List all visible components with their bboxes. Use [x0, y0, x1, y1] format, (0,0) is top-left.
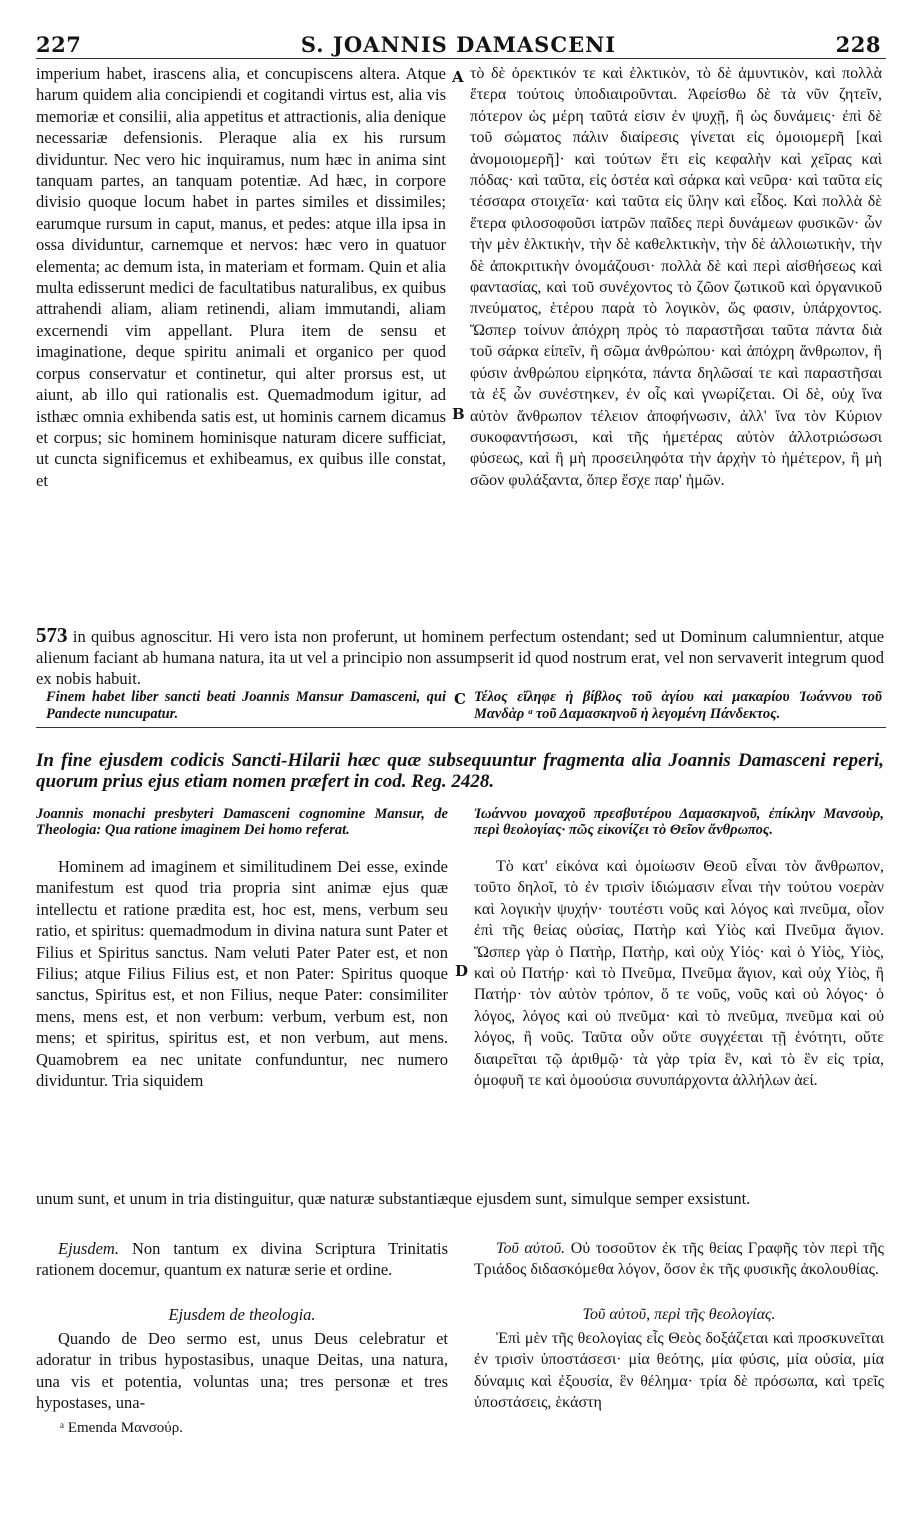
- section-rule: [36, 727, 886, 728]
- ejusdem-latin-text: Non tantum ex divina Scriptura Trinitatis rationem docemur, quantum ex naturæ serie et ordine.: [36, 1239, 448, 1280]
- column-number: 573: [36, 623, 68, 647]
- ejusdem-latin: [36, 1238, 448, 1281]
- theology-latin-head: Ejusdem de theologia.: [168, 1305, 316, 1324]
- ejusdem-greek-label: Τοῦ αὐτοῦ.: [496, 1240, 566, 1257]
- top-greek-column: [470, 63, 882, 491]
- top-greek-text: τὸ δὲ ὀρεκτικόν τε καὶ ἑλκτικὸν, τὸ δὲ ἀμυντικὸν, καὶ πολλὰ ἕτερα τούτοις ὑποδιαιροῦνται. Ἀφείσθω δὲ τὰ νῦν ζητεῖν, πότερον ὡς μέρη ταῦτά εἰσιν ἐν ψυχῇ, ἢ ὡς δυνάμεις· ἐπὶ δὲ τοῦ σώματος πάλιν διαίρεσις γίνεται εἰς ὁμοιομερῆ [καὶ ἀνομοιομερῆ]· καὶ τούτων ἔτι εἰς κεφαλὴν καὶ χεῖρας καὶ πόδας· καὶ ταῦτα, εἰς ὀστέα καὶ σάρκα καὶ νεῦρα· καὶ ταῦτα εἰς τέσσαρα στοιχεῖα· καὶ ταῦτα εἰς ὕλην καὶ εἶδος. Καὶ πολλὰ δὲ ἕτερα φιλοσοφοῦσι ἰατρῶν παῖδες περὶ δυνάμεων φυσικῶν· ὧν τὴν μὲν ἑλκτικὴν, τὴν δὲ καθελκτικὴν, τὴν δὲ ἀλλοιωτικὴν, τὴν δὲ ἀποκριτικὴν ὀνομάζουσι· πολλὰ δὲ καὶ περὶ αἰσθήσεως καὶ φαντασίας, καὶ τοῦ συνέχοντος τὸ ζῶον ζωτικοῦ καὶ ὀργανικοῦ πνεύματος, ἑτέρου παρὰ τὸ λογικὸν, ὥς φασιν, ὑπάρχοντος. Ὥσπερ τοίνυν ἀπόχρη πρὸς τὸ παραστῆσαι ταῦτα πάντα διὰ τοῦ σάρκα εἰπεῖν, ἢ σῶμα ἀνθρώπου· καὶ ἀπόχρη ἄνθρωπον, ἢ φύσιν ἀνθρώπου εἰρηκότα, πάντα δηλῶσαί τε καὶ παραστῆσαι τὰ ἐξ ὧν συνέστηκεν, ἐν οἷς καὶ γνωρίζεται. Οἱ δὲ, οὐχ ἵνα αὐτὸν ἄνθρωπον τέλειον ἀποφήνωσιν, ἀλλ' ἵνα τὸν Κύριον συκοφαντήσωσι, καὶ τῆς ἡμετέρας αὐτὸν ἀλλοτριώσωσι φύσεως, καὶ ἢ μὴ προσειληφότα τὴν ἀρχὴν τὸ ἡμέτερον, ἢ μὴ σῶον φυλάξαντα, ὅπερ ἔσχε παρ' ἡμῶν.: [470, 65, 882, 489]
- finis-latin: Finem habet liber sancti beati Joannis Mansur Damasceni, qui Pandecte nuncupatur.: [46, 689, 446, 722]
- subhead-greek: Ἰωάννου μοναχοῦ πρεσβυτέρου Δαμασκηνοῦ, ἐπίκλην Μανσοὺρ, περὶ θεολογίας· πῶς εἰκονίζει τὸ Θεῖον ἄνθρωπος.: [474, 806, 884, 838]
- margin-letter-a: A: [452, 68, 464, 86]
- ejusdem-latin-label: Ejusdem.: [58, 1239, 119, 1258]
- top-continuation-text: in quibus agnoscitur. Hi vero ista non proferunt, ut hominem perfectum ostendant; sed ut Dominum calumnientur, atque alienum faciant ab humana natura, ita ut vel a principio non assumpserit id quod nostrum erat, vel non servaverit integrum quod ex nobis habuit.: [36, 627, 885, 688]
- body-greek-text: Τὸ κατ' εἰκόνα καὶ ὁμοίωσιν Θεοῦ εἶναι τὸν ἄνθρωπον, τοῦτο δηλοῖ, τὸ ἐν τρισὶν ἰδιώμασιν εἶναι τὴν τούτου νοερὰν καὶ λογικὴν ψυχήν· τουτέστι νοῦς καὶ λόγος καὶ πνεῦμα, οἷον ἐπὶ τῆς θείας οὐσίας, Πατὴρ καὶ Υἱὸς καὶ Πνεῦμα ἅγιον. Ὥσπερ γὰρ ὁ Πατὴρ, Πατὴρ, καὶ οὐχ Υἱός· καὶ ὁ Υἱὸς, Υἱὸς, καὶ οὐ Πατήρ· καὶ τὸ Πνεῦμα, Πνεῦμα ἅγιον, καὶ οὐχ Υἱὸς, ἢ Πατήρ· τὸν αὐτὸν τρόπον, ὅ τε νοῦς, νοῦς καὶ οὐ λόγος· ὁ λόγος, λόγος καὶ οὐ πνεῦμα· καὶ τὸ πνεῦμα, πνεῦμα καὶ οὐ λόγος, ἢ νοῦς. Ταῦτα οὖν οὔτε συγχέεται τῇ ἑνότητι, οὔτε διαιρεῖται τῷ ἀριθμῷ· τὰ γὰρ τρία ἓν, καὶ τὸ ἓν εἰς τρία, ὁμοφυῆ τε καὶ ὁμοούσια συνυπάρχοντα ἀλλήλων ἀεί.: [474, 858, 884, 1090]
- page-number-left: 227: [36, 32, 82, 57]
- top-latin-text: imperium habet, irascens alia, et concupiscens altera. Atque harum quidem alia concipiendi et cogitandi virtus est, alia vis memoriæ et consilii, alia appetitus et attractionis, alia denique necessariæ defensionis. Pleraque alia ex his rursum dividuntur. Nec vero hic inquiramus, num hæc in anima sint tanquam partes, an tanquam potentiæ. Ad hæc, in corpore divisio quoque locum habet in partes similes et dissimiles; earumque rursum in caput, manus, et pedes: atque illa ipsa in ossa dividuntur, carnemque et nervos: hæc vero in quatuor elementa; ac demum ista, in materiam et formam. Quin et alia multa edisserunt medici de facultatibus naturalibus, ex quibus attrahendi aliam, aliam retinendi, aliam immutandi, aliam excernendi vim appellant. Plura item de sensu et imaginatione, deque spiritu animali et organico per quod corpus conservatur et continetur, qui alter prorsus est, ut aiunt, ab illo qui rationalis est. Quemadmodum igitur, ad isthæc omnia exhibenda satis est, ut hominis carnem dicamus et corpus; sic hominem hominisque naturam dicere sufficiat, ut cuncta significemus et exhibeamus, ex quibus ille constat, et: [36, 64, 446, 490]
- body-latin-text: Hominem ad imaginem et similitudinem Dei esse, exinde manifestum est quod tria propria sint animæ ejus quæ intellectu et ratione prædita est, hoc est, mens, verbum seu ratio, et spiritus: quemadmodum in divina natura sunt Pater et Filius et Spiritus sanctus. Nam veluti Pater Pater est, et non Filius; atque Filius Filius est, et non Pater: Spiritus quoque sanctus, Spiritus est, et non Filius, neque Pater: consimiliter mens, mens est, et non verbum: verbum, verbum est, non mens; et spiritus, spiritus est, et non verbum, aut mens. Quamobrem ea nec unitate confunduntur, nec numero dividuntur. Tria siquidem: [36, 857, 448, 1091]
- header-rule: [36, 58, 886, 59]
- theology-greek-head: Τοῦ αὐτοῦ, περὶ τῆς θεολογίας.: [582, 1306, 776, 1323]
- theology-latin-column: [36, 1328, 448, 1414]
- top-continuation: [36, 625, 884, 689]
- running-title: S. JOANNIS DAMASCENI: [300, 32, 617, 57]
- ejusdem-greek: [474, 1238, 884, 1281]
- subhead-latin: Joannis monachi presbyteri Damasceni cognomine Mansur, de Theologia: Qua ratione imaginem Dei homo referat.: [36, 806, 448, 838]
- margin-letter-b: B: [452, 405, 465, 423]
- theology-greek-text: Ἐπὶ μὲν τῆς θεολογίας εἷς Θεὸς δοξάζεται καὶ προσκυνεῖται ἐν τρισὶν ὑποστάσεσι· μία θεότης, μία φύσις, μία οὐσία, μία δύναμις καὶ ἐξουσία, ἓν θέλημα· τρία δὲ πρόσωπα, καὶ τρεῖς ὑποστάσεις, ἑκάστη: [474, 1330, 884, 1412]
- theology-greek-column: [474, 1328, 884, 1414]
- body-greek-column: [474, 856, 884, 1091]
- finis-greek: Τέλος εἴληφε ἡ βίβλος τοῦ ἁγίου καὶ μακαρίου Ἰωάννου τοῦ Μανδὰρ ᵃ τοῦ Δαμασκηνοῦ ἡ λεγομένη Πάνδεκτος.: [474, 689, 882, 722]
- margin-letter-c: C: [454, 690, 466, 708]
- body-latin-column: [36, 856, 448, 1091]
- margin-letter-d: D: [455, 962, 469, 980]
- section-title: In fine ejusdem codicis Sancti-Hilarii hæc quæ subsequuntur fragmenta alia Joannis Damasceni reperi, quorum prius ejus etiam nomen præfert in cod. Reg. 2428.: [36, 750, 884, 792]
- page-number-right: 228: [835, 32, 881, 57]
- ejusdem-greek-text: Οὐ τοσοῦτον ἐκ τῆς θείας Γραφῆς τὸν περὶ τῆς Τριάδος διδασκόμεθα λόγον, ὅσον ἐκ τῆς φυσικῆς ἀκολουθίας.: [474, 1240, 885, 1279]
- theology-latin-text: Quando de Deo sermo est, unus Deus celebratur et adoratur in tribus hypostasibus, unaque Deitas, una natura, una vis et potentia, voluntas una; tres personæ et tres hypostases, una-: [36, 1329, 448, 1413]
- top-latin-column: [36, 63, 446, 491]
- footnote: ᵃ Emenda Μανσούρ.: [60, 1420, 183, 1436]
- body-continuation: unum sunt, et unum in tria distinguitur, quæ naturæ substantiæque ejusdem sunt, simulque semper exsistunt.: [36, 1189, 751, 1208]
